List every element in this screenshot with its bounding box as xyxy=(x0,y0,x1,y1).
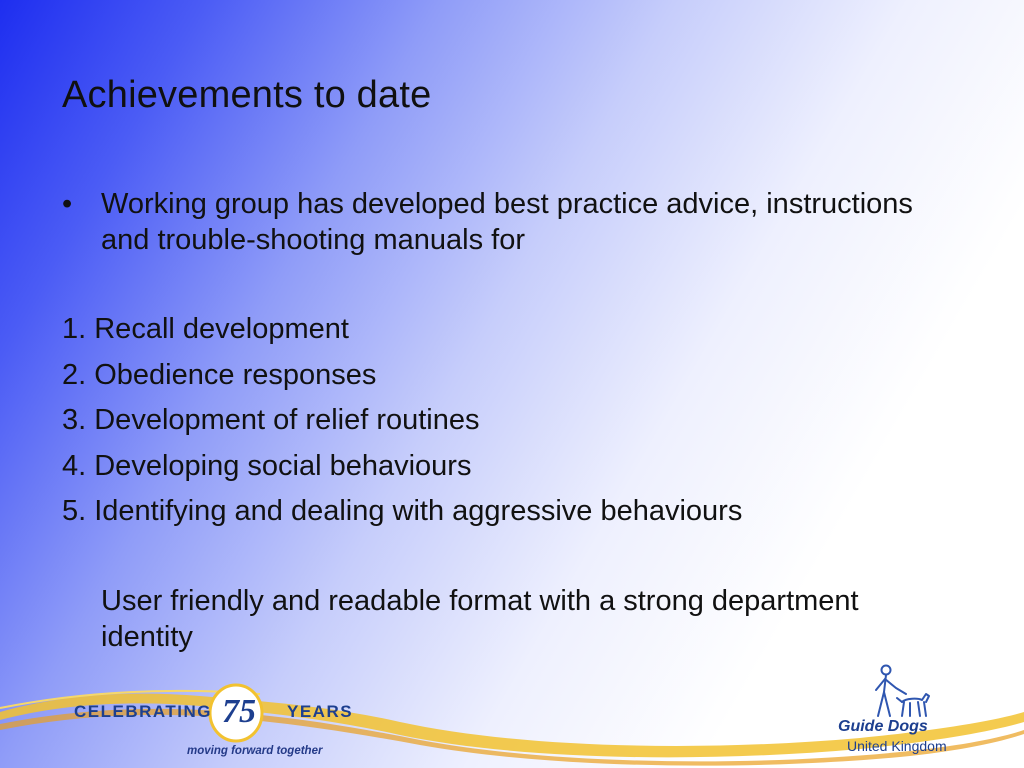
list-item: 3. Development of relief routines xyxy=(62,404,480,436)
logo-tagline: moving forward together xyxy=(187,745,323,757)
anniversary-number: 75 xyxy=(222,693,256,730)
bullet-text: Working group has developed best practice advice, instructions and trouble-shooting manuals for xyxy=(101,188,913,256)
guide-dogs-subtitle: United Kingdom xyxy=(847,738,947,754)
years-label: YEARS xyxy=(287,702,354,721)
list-item: 2. Obedience responses xyxy=(62,358,377,391)
guide-dogs-name: Guide Dogs xyxy=(838,718,928,735)
slide-title: Achievements to date xyxy=(62,74,432,116)
celebrating-label: CELEBRATING xyxy=(74,702,213,721)
list-item: 1. Recall development xyxy=(62,313,349,345)
bullet-marker: • xyxy=(62,188,73,220)
list-item: 4. Developing social behaviours xyxy=(62,449,472,482)
guide-dog-icon xyxy=(866,664,936,720)
list-item: 5. Identifying and dealing with aggressive behaviours xyxy=(62,495,743,527)
summary-text: User friendly and readable format with a strong department identity xyxy=(101,585,859,653)
